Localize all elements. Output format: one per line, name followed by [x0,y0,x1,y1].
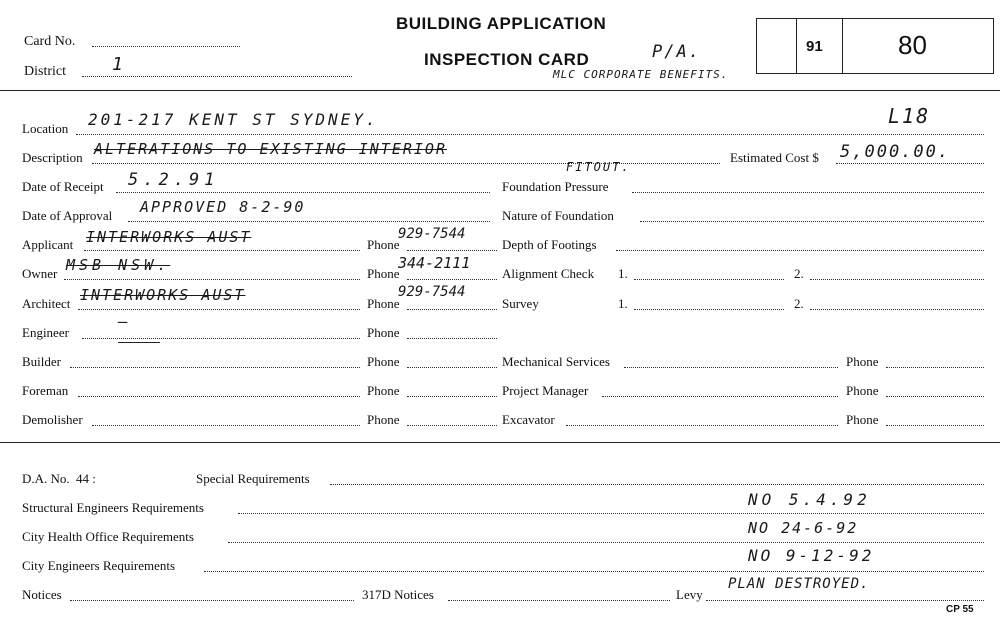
city-engineers-label: City Engineers Requirements [22,558,176,573]
description-continuation: FITOUT. [566,160,631,174]
receipt-line[interactable] [116,192,490,193]
applicant-phone-label: Phone [367,237,400,252]
foreman-phone-line[interactable] [407,396,497,397]
card-no-label: Card No. [24,34,76,49]
project-manager-line[interactable] [602,396,838,397]
special-requirements-line[interactable] [330,484,984,485]
nature-foundation-label: Nature of Foundation [502,208,614,223]
health-label: City Health Office Requirements [22,529,194,544]
survey-2-label: 2. [794,296,804,311]
foreman-phone-label: Phone [367,383,400,398]
health-value: NO 24-6-92 [748,519,859,537]
card-no-line[interactable] [92,46,240,47]
special-requirements-label: Special Requirements [196,471,310,486]
estimated-cost-value: 5,000.00. [840,142,951,162]
box-small-value: 91 [806,38,823,55]
section-rule [0,442,1000,443]
levy-label: Levy [676,587,703,602]
engineer-line[interactable] [82,338,360,339]
da-value: 44 : [76,471,96,486]
district-label: District [24,64,66,79]
nature-foundation-line[interactable] [640,221,984,222]
structural-value: NO 5.4.92 [748,490,871,509]
engineer-value: — [118,312,130,331]
notices-317d-line[interactable] [448,600,670,601]
alignment-1-line[interactable] [634,279,784,280]
box-divider-1 [796,18,797,74]
architect-label: Architect [22,296,71,311]
box-large-value: 80 [898,30,927,60]
mech-services-line[interactable] [624,367,838,368]
form-code: CP 55 [946,604,974,615]
excavator-line[interactable] [566,425,838,426]
applicant-phone-value: 929-7544 [398,226,466,242]
demolisher-label: Demolisher [22,412,83,427]
owner-phone-line[interactable] [407,279,497,280]
excavator-label: Excavator [502,412,555,427]
estimated-cost-label: Estimated Cost $ [730,150,819,165]
location-value: 201-217 KENT ST SYDNEY. [88,110,379,129]
applicant-phone-line[interactable] [407,250,497,251]
alignment-label: Alignment Check [502,266,595,281]
structural-label: Structural Engineers Requirements [22,500,204,515]
district-value: 1 [112,54,125,75]
city-engineers-value: NO 9-12-92 [748,546,875,565]
notices-line[interactable] [70,600,354,601]
mech-services-label: Mechanical Services [502,354,610,369]
header-rule [0,90,1000,91]
architect-value: INTERWORKS AUST [80,286,246,304]
architect-phone-line[interactable] [407,309,497,310]
approval-line[interactable] [128,221,490,222]
owner-value: MSB NSW. [66,256,171,274]
lot-note: L18 [888,104,931,128]
foundation-pressure-line[interactable] [632,192,984,193]
da-label: D.A. No. [22,471,70,486]
builder-line[interactable] [70,367,360,368]
alignment-1-label: 1. [618,266,628,281]
depth-footings-label: Depth of Footings [502,237,597,252]
levy-line[interactable] [706,600,984,601]
owner-label: Owner [22,266,58,281]
survey-2-line[interactable] [810,309,984,310]
owner-phone-value: 344-2111 [398,254,471,272]
estimated-cost-line[interactable] [836,163,984,164]
structural-line[interactable] [238,513,984,514]
mech-phone-line[interactable] [886,367,984,368]
excavator-phone-label: Phone [846,412,879,427]
foreman-label: Foreman [22,383,69,398]
form-title-line2: INSPECTION CARD [424,50,590,69]
pa-note: P/A. [652,42,701,62]
builder-label: Builder [22,354,61,369]
engineer-phone-label: Phone [367,325,400,340]
demolisher-phone-label: Phone [367,412,400,427]
engineer-phone-line[interactable] [407,338,497,339]
applicant-label: Applicant [22,237,74,252]
builder-phone-line[interactable] [407,367,497,368]
engineer-dash-mark [118,342,160,343]
alignment-2-label: 2. [794,266,804,281]
architect-line[interactable] [78,309,360,310]
receipt-label: Date of Receipt [22,179,104,194]
owner-line[interactable] [64,279,360,280]
approval-label: Date of Approval [22,208,113,223]
applicant-value: INTERWORKS AUST [86,228,252,246]
approval-value: APPROVED 8-2-90 [140,198,306,216]
location-label: Location [22,121,69,136]
survey-label: Survey [502,296,539,311]
engineer-label: Engineer [22,325,69,340]
demolisher-phone-line[interactable] [407,425,497,426]
receipt-value: 5.2.91 [128,170,220,190]
description-label: Description [22,150,83,165]
survey-1-label: 1. [618,296,628,311]
notices-317d-label: 317D Notices [362,587,434,602]
mech-phone-label: Phone [846,354,879,369]
district-line[interactable] [82,76,352,77]
form-title-line1: BUILDING APPLICATION [396,14,607,33]
location-line[interactable] [76,134,984,135]
notices-label: Notices [22,587,62,602]
client-note: MLC CORPORATE BENEFITS. [553,68,729,81]
demolisher-line[interactable] [92,425,360,426]
box-divider-2 [842,18,843,74]
architect-phone-value: 929-7544 [398,284,466,300]
applicant-line[interactable] [84,250,360,251]
builder-phone-label: Phone [367,354,400,369]
header-box-group [756,18,994,74]
foundation-pressure-label: Foundation Pressure [502,179,609,194]
city-engineers-line[interactable] [204,571,984,572]
excavator-phone-line[interactable] [886,425,984,426]
health-line[interactable] [228,542,984,543]
owner-phone-label: Phone [367,266,400,281]
architect-phone-label: Phone [367,296,400,311]
pm-phone-line[interactable] [886,396,984,397]
alignment-2-line[interactable] [810,279,984,280]
project-manager-label: Project Manager [502,383,589,398]
levy-value: PLAN DESTROYED. [728,576,870,592]
description-value: ALTERATIONS TO EXISTING INTERIOR [94,140,447,158]
pm-phone-label: Phone [846,383,879,398]
survey-1-line[interactable] [634,309,784,310]
foreman-line[interactable] [78,396,360,397]
depth-footings-line[interactable] [616,250,984,251]
